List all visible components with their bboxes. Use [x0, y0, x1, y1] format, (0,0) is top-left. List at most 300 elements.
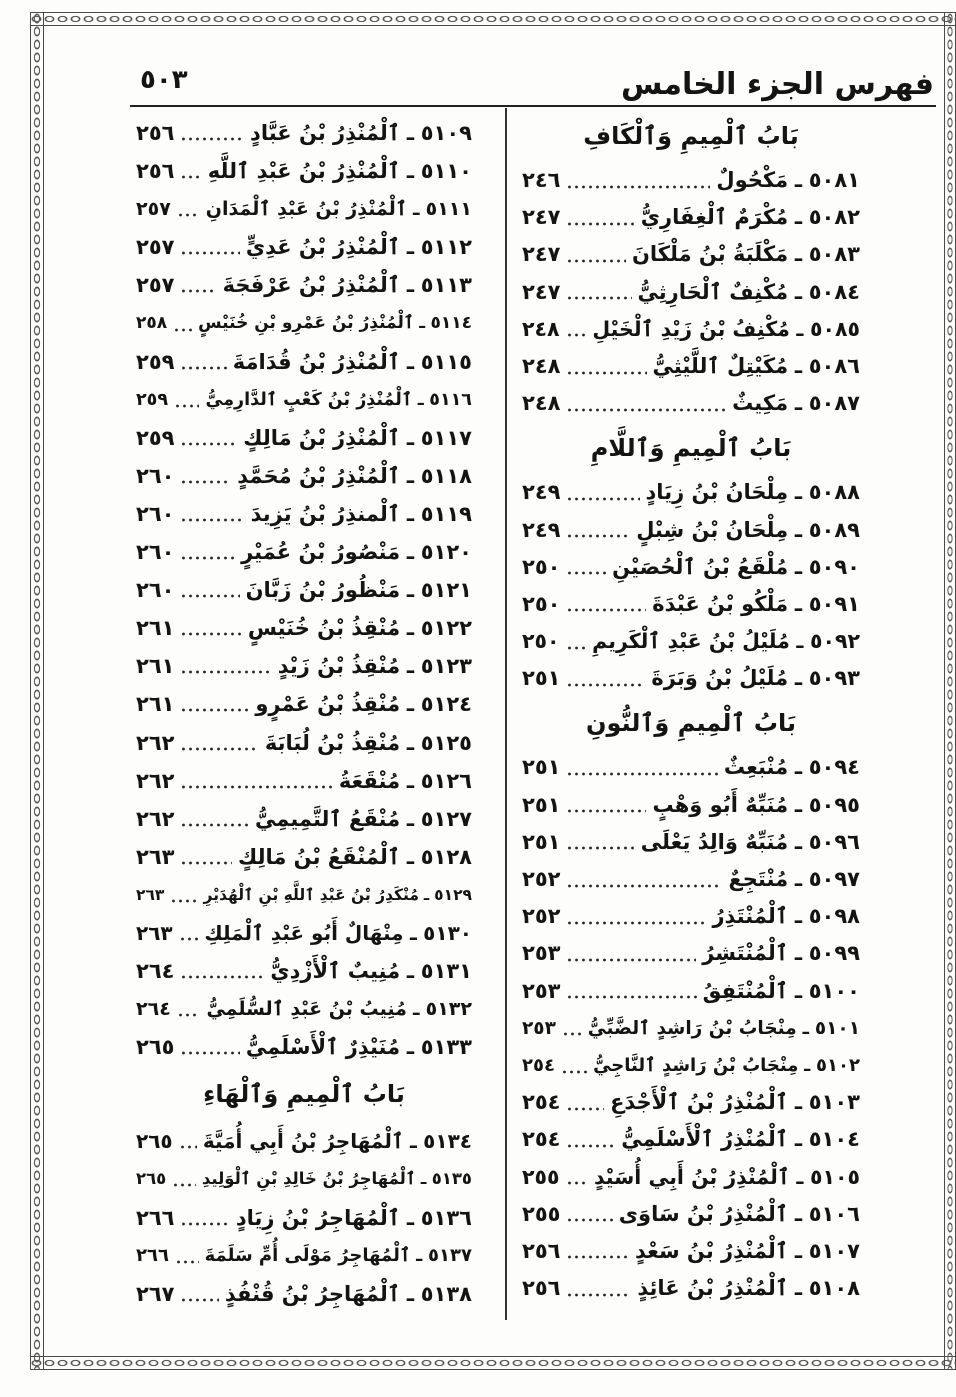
entry-page-reference: ٢٥٩ — [136, 425, 175, 450]
dot-leader — [566, 824, 634, 861]
entry-number: ٥١١٥ — [420, 349, 472, 374]
entry-label — [339, 762, 472, 800]
index-entry — [136, 609, 472, 647]
entry-number: ٥٠٨٤ — [808, 279, 860, 304]
entry-page-reference: ٢٤٨ — [522, 316, 560, 341]
dot-leader — [180, 114, 244, 152]
index-entry — [522, 1159, 860, 1196]
index-entry — [136, 457, 472, 495]
entry-number: ٥١٢٨ — [420, 844, 472, 869]
index-entry — [136, 571, 472, 609]
entry-separator: ـ — [802, 1017, 809, 1039]
entry-page-reference: ٢٥٣ — [522, 978, 561, 1003]
dot-leader — [180, 533, 235, 571]
entry-number: ٥٠٨٥ — [809, 316, 860, 341]
entry-name: ٱلْمُنْذِرُ بْنُ كَعْبٍ ٱلدَّارِمِيُّ — [205, 389, 413, 410]
entry-number: ٥٠٨٨ — [808, 480, 860, 505]
entry-separator: ـ — [406, 1205, 414, 1230]
entry-name: ٱلْمُهَاجِرُ مَوْلَى أُمِّ سَلَمَةَ — [204, 1244, 411, 1266]
entry-number: ٥٠٨٦ — [808, 353, 860, 378]
index-entry — [522, 861, 860, 898]
index-entry — [136, 304, 472, 342]
dot-leader — [175, 1237, 199, 1275]
index-entry — [522, 973, 860, 1010]
entry-number: ٥٠٩١ — [808, 591, 860, 616]
entry-name: مُنِيبٌ ٱلْأَزْدِيُّ — [270, 959, 401, 984]
entry-page-reference: ٢٤٦ — [522, 168, 561, 192]
entry-label — [255, 800, 472, 838]
entry-name: مُنَبِّهٌ وَالِدُ يَعْلَى — [640, 829, 789, 854]
entry-label — [592, 311, 860, 348]
entry-name: مُكْنِفُ بْنُ زَيْدِ ٱلْخَيْلِ — [592, 316, 790, 341]
header-rule — [130, 105, 936, 107]
entry-separator: ـ — [794, 591, 802, 616]
dot-leader — [180, 495, 244, 533]
entry-page-reference: ٢٤٩ — [522, 480, 561, 505]
index-entry — [522, 1270, 860, 1307]
entry-separator: ـ — [794, 792, 802, 817]
entry-separator: ـ — [794, 554, 802, 579]
entry-number: ٥٠٩٢ — [809, 629, 860, 654]
entry-page-reference: ٢٦٠ — [136, 501, 175, 526]
entry-label — [246, 571, 472, 609]
dot-leader — [174, 381, 199, 419]
ornamental-border-left — [30, 12, 44, 1370]
dot-leader — [566, 861, 722, 898]
entry-separator: ـ — [794, 279, 802, 304]
dot-leader — [566, 549, 606, 586]
entry-number: ٥٠٩٠ — [808, 554, 860, 579]
entry-page-reference: ٢٥٠ — [522, 591, 561, 616]
entry-page-reference: ٢٦٥ — [136, 1035, 175, 1060]
entry-separator: ـ — [794, 1238, 802, 1263]
entry-separator: ـ — [794, 867, 802, 891]
section-heading: بَابُ ٱلْمِيمِ وَٱلنُّونِ — [586, 709, 796, 738]
entry-page-reference: ٢٥٦ — [522, 1276, 561, 1301]
index-entry — [522, 660, 860, 697]
dot-leader — [562, 1010, 582, 1047]
entry-page-reference: ٢٤٨ — [522, 353, 561, 378]
index-entry — [522, 549, 860, 586]
entry-number: ٥٠٩٥ — [808, 792, 860, 817]
index-entry — [522, 199, 860, 236]
index-entry — [522, 274, 860, 311]
entry-page-reference: ٢٦٣ — [136, 920, 173, 945]
entry-number: ٥١١٨ — [420, 463, 472, 488]
entry-number: ٥١٢٢ — [420, 616, 472, 641]
entry-number: ٥٠٩٧ — [808, 867, 860, 891]
entry-separator: ـ — [406, 235, 414, 260]
entry-name: ٱلْمُنْذِرُ بْنُ عَبْدِ ٱلْمَدَانِ — [205, 198, 407, 221]
entry-separator: ـ — [406, 121, 414, 145]
entry-separator: ـ — [406, 806, 414, 831]
entry-page-reference: ٢٥٣ — [522, 1017, 556, 1039]
index-entry — [522, 749, 860, 786]
entry-label — [265, 724, 472, 762]
entry-page-reference: ٢٥١ — [522, 666, 561, 691]
entry-separator: ـ — [794, 1127, 802, 1152]
dot-leader — [566, 236, 626, 273]
entry-label — [204, 914, 472, 952]
entry-separator: ـ — [406, 159, 414, 184]
entry-separator: ـ — [794, 353, 802, 378]
entry-page-reference: ٢٥٤ — [522, 1090, 561, 1115]
entry-page-reference: ٢٥٠ — [522, 629, 560, 654]
index-entry — [522, 1196, 860, 1233]
entry-number: ٥٠٩٦ — [808, 829, 860, 854]
entry-separator: ـ — [794, 1090, 802, 1115]
dot-leader — [566, 162, 710, 199]
entry-label — [203, 1122, 472, 1160]
entry-label — [223, 266, 472, 304]
index-entry — [136, 952, 472, 990]
entry-name: مُنَيْذِرٌ ٱلْأَسْلَمِيُّ — [245, 1035, 401, 1060]
index-entry — [136, 419, 472, 457]
entry-separator: ـ — [794, 517, 802, 542]
entry-name: مُكْنِفٌ ٱلْحَارِثِيُّ — [637, 279, 789, 304]
entry-name: ٱلْمُنْذِرُ بْنُ سَعْدٍ — [634, 1238, 789, 1263]
entry-separator: ـ — [406, 463, 414, 488]
index-entry — [522, 824, 860, 861]
entry-separator: ـ — [794, 829, 802, 854]
entry-page-reference: ٢٥٧ — [136, 273, 175, 298]
entry-name: ٱلْمُنْذِرُ بْنُ عَدِيٍّ — [245, 235, 401, 260]
index-entry — [522, 474, 860, 511]
entry-number: ٥٠٩٩ — [808, 941, 860, 966]
dot-leader — [179, 914, 199, 952]
entry-label — [635, 1233, 860, 1270]
entry-label — [246, 1028, 472, 1066]
index-entry — [522, 236, 860, 273]
entry-separator: ـ — [419, 313, 426, 334]
entry-number: ٥١١٢ — [420, 235, 472, 260]
entry-label — [206, 990, 472, 1028]
dot-leader — [566, 1159, 588, 1196]
entry-name: ٱلْمُنْتَذِرُ — [712, 904, 789, 929]
entry-name: ٱلْمُنْذِرُ بْنُ عَبْدِ ٱللَّهِ — [207, 159, 401, 184]
entry-number: ٥١١٣ — [420, 273, 472, 298]
entry-page-reference: ٢٥٣ — [522, 941, 561, 966]
entry-page-reference: ٢٦٠ — [136, 578, 175, 603]
entry-name: مُنْقَعُ ٱلتَّمِيمِيُّ — [255, 806, 401, 831]
dot-leader — [566, 474, 639, 511]
entry-label — [652, 787, 860, 824]
index-entry — [136, 762, 472, 800]
dot-leader — [173, 304, 192, 342]
entry-page-reference: ٢٦٤ — [136, 959, 175, 984]
entry-number: ٥١٢١ — [420, 578, 472, 603]
entry-name: مُنْقِذُ بْنُ عَمْرٍو — [255, 692, 401, 717]
index-entry — [136, 343, 472, 381]
index-entry — [136, 495, 472, 533]
index-entry — [522, 898, 860, 935]
entry-name: ٱلْمُنْذِرُ بْنُ مَالِكٍ — [243, 425, 401, 450]
entry-separator: ـ — [406, 768, 414, 793]
entry-name: مَكِيثٌ — [732, 391, 789, 416]
entry-separator: ـ — [417, 389, 424, 410]
index-entry — [136, 381, 472, 419]
entry-separator: ـ — [794, 1201, 802, 1226]
index-entry — [136, 876, 472, 914]
entry-number: ٥١٠٧ — [808, 1238, 860, 1263]
entry-name: ٱلْمُنْذِرُ بْنُ قُدَامَةَ — [232, 349, 401, 374]
index-entry — [522, 787, 860, 824]
entry-separator: ـ — [409, 1129, 417, 1154]
dot-leader — [566, 274, 631, 311]
entry-separator: ـ — [796, 316, 804, 341]
entry-label — [204, 876, 472, 914]
dot-leader — [177, 990, 201, 1028]
entry-number: ٥٠٨٧ — [808, 391, 860, 416]
dot-leader — [566, 512, 630, 549]
index-entry — [136, 914, 472, 952]
ornamental-border-top — [30, 12, 956, 26]
entry-number: ٥٠٨١ — [808, 168, 860, 192]
entry-page-reference: ٢٦٥ — [136, 1129, 173, 1154]
entry-page-reference: ٢٦٢ — [136, 806, 175, 831]
entry-label — [636, 512, 860, 549]
dot-leader — [179, 1122, 197, 1160]
entry-number: ٥١٢٣ — [420, 654, 472, 679]
entry-number: ٥١٠٠ — [808, 978, 860, 1003]
index-entry — [136, 1199, 472, 1237]
entry-name: مِلْحَانُ بْنُ زِيَادٍ — [645, 480, 789, 505]
dot-leader — [180, 228, 239, 266]
entry-number: ٥١١٤ — [430, 313, 472, 334]
ornamental-border-bottom — [30, 1356, 956, 1370]
entry-separator: ـ — [406, 959, 414, 984]
entry-separator: ـ — [406, 616, 414, 641]
entry-label — [653, 348, 860, 385]
entry-label — [251, 495, 472, 533]
entry-label — [712, 898, 860, 935]
index-entry — [136, 152, 472, 190]
entry-number: ٥١٢٥ — [420, 730, 472, 755]
entry-separator: ـ — [794, 666, 802, 691]
index-column-left — [136, 114, 472, 1329]
entry-name: ٱلْمُهَاجِرُ بْنُ أَبِي أُمَيَّةَ — [202, 1129, 404, 1154]
entry-label — [198, 304, 472, 342]
entry-page-reference: ٢٥٧ — [136, 198, 171, 221]
entry-label — [724, 749, 860, 786]
entry-separator: ـ — [413, 198, 420, 221]
entry-label — [248, 609, 472, 647]
dot-leader — [170, 876, 197, 914]
entry-separator: ـ — [413, 998, 420, 1021]
entry-separator: ـ — [794, 168, 802, 192]
entry-page-reference: ٢٥٧ — [136, 235, 175, 260]
entry-separator: ـ — [794, 242, 802, 267]
entry-name: مُنْكَدِرُ بْنُ عَبْدِ ٱللَّهِ بْنِ ٱلْهُدَيْرِ — [203, 885, 419, 904]
entry-number: ٥١٠١ — [814, 1017, 860, 1039]
entry-name: ٱلْمُنْذِرُ بْنُ عَرْفَجَةَ — [222, 273, 401, 298]
entry-separator: ـ — [406, 501, 414, 526]
dot-leader — [180, 685, 249, 723]
index-entry — [522, 1047, 860, 1084]
index-entry — [522, 623, 860, 660]
dot-leader — [180, 724, 258, 762]
entry-name: مُنْبَعِثٌ — [723, 755, 789, 780]
entry-name: مُلَيْلُ بْنُ وَبَرَةَ — [651, 666, 789, 691]
entry-name: ٱلْمُنْتَشِرُ — [702, 941, 789, 966]
entry-separator: ـ — [406, 1281, 414, 1306]
entry-number: ٥١٢٠ — [420, 540, 472, 565]
entry-label — [278, 647, 472, 685]
dot-leader — [180, 571, 239, 609]
entry-separator: ـ — [794, 391, 802, 416]
entry-label — [588, 1010, 860, 1047]
index-entry — [136, 1275, 472, 1313]
entry-page-reference: ٢٥٤ — [522, 1054, 555, 1076]
entry-label — [237, 457, 472, 495]
entry-number: ٥١٠٣ — [808, 1090, 860, 1115]
entry-label — [641, 199, 860, 236]
index-entry — [136, 685, 472, 723]
entry-page-reference: ٢٦٢ — [136, 730, 175, 755]
entry-page-reference: ٢٦٧ — [136, 1281, 175, 1306]
entry-page-reference: ٢٦٥ — [136, 1169, 167, 1189]
index-entry — [136, 114, 472, 152]
entry-label — [255, 685, 472, 723]
entry-name: مَكْحُولٌ — [716, 168, 789, 192]
entry-label — [238, 838, 472, 876]
entry-name: مُنْقِذُ بْنُ لُبَابَةَ — [264, 730, 401, 755]
index-entry — [522, 1010, 860, 1047]
index-entry — [522, 586, 860, 623]
entry-number: ٥١٣٠ — [423, 920, 472, 945]
entry-name: ٱلْمُنْذِرُ بْنُ عَائِذٍ — [637, 1276, 789, 1301]
entry-label — [728, 861, 860, 898]
entry-page-reference: ٢٦١ — [136, 654, 175, 679]
entry-name: مَكْلَبَةُ بْنُ مَلْكَانَ — [631, 242, 789, 267]
entry-label — [593, 1047, 860, 1084]
dot-leader — [180, 800, 249, 838]
entry-page-reference: ٢٦٤ — [136, 998, 171, 1021]
entry-number: ٥٠٩٤ — [808, 755, 860, 780]
dot-leader — [566, 787, 646, 824]
index-entry — [136, 1028, 472, 1066]
index-entry — [136, 647, 472, 685]
entry-name: مُنِيبُ بْنُ عَبْدِ ٱلسُّلَمِيُّ — [206, 998, 407, 1021]
entry-separator: ـ — [406, 425, 414, 450]
entry-separator: ـ — [406, 349, 414, 374]
entry-page-reference: ٢٥٠ — [522, 554, 561, 579]
entry-name: مَنْصُورُ بْنُ عُمَيْرٍ — [241, 540, 401, 565]
index-title: فهرس الجزء الخامس — [621, 67, 934, 102]
entry-label — [619, 1196, 860, 1233]
entry-name: مُنَبِّهٌ أَبُو وَهْبٍ — [652, 792, 789, 817]
dot-leader — [180, 762, 332, 800]
entry-separator: ـ — [794, 755, 802, 780]
entry-page-reference: ٢٥٨ — [136, 313, 168, 334]
entry-label — [646, 474, 860, 511]
dot-leader — [180, 266, 216, 304]
dot-leader — [180, 647, 271, 685]
entry-separator: ـ — [794, 941, 802, 966]
entry-number: ٥٠٩٣ — [808, 666, 860, 691]
entry-label — [250, 114, 472, 152]
entry-page-reference: ٢٦٢ — [136, 768, 175, 793]
entry-number: ٥٠٩٨ — [808, 904, 860, 929]
entry-name: مُكَيْتِلٌ ٱللَّيْثِيُّ — [652, 353, 789, 378]
entry-number: ٥١٠٩ — [420, 121, 472, 145]
dot-leader — [177, 190, 200, 228]
index-entry — [136, 724, 472, 762]
entry-label — [632, 236, 860, 273]
entry-label — [651, 660, 860, 697]
entry-page-reference: ٢٦٠ — [136, 540, 175, 565]
dot-leader — [566, 623, 587, 660]
entry-name: ٱلْمُنْتَفِقُ — [702, 978, 789, 1003]
entry-page-reference: ٢٤٧ — [522, 205, 561, 230]
index-entry — [136, 838, 472, 876]
entry-name: ٱلْمنذِرُ بْنُ يَزِيدَ — [250, 501, 401, 526]
dot-leader — [180, 952, 264, 990]
dot-leader — [566, 749, 717, 786]
entry-name: مُكْرَمٌ ٱلْغِفَارِيُّ — [640, 205, 789, 230]
entry-page-reference: ٢٦٦ — [136, 1244, 169, 1266]
entry-name: ٱلْمُهَاجِرُ بْنُ زِيَادٍ — [235, 1205, 401, 1230]
entry-page-reference: ٢٦٣ — [136, 885, 165, 904]
entry-separator: ـ — [794, 205, 802, 230]
dot-leader — [180, 1199, 229, 1237]
dot-leader — [566, 199, 634, 236]
entry-name: ٱلْمُنْذِرُ بْنُ أَبِي أُسَيْدٍ — [593, 1164, 790, 1189]
entry-separator: ـ — [406, 540, 414, 565]
index-entry — [522, 935, 860, 972]
entry-name: ٱلْمُنْقَعُ بْنُ مَالِكٍ — [238, 844, 401, 869]
entry-label — [716, 162, 860, 199]
entry-label — [208, 152, 472, 190]
entry-number: ٥٠٨٣ — [808, 242, 860, 267]
dot-leader — [180, 1275, 218, 1313]
entry-label — [641, 824, 860, 861]
dot-leader — [566, 348, 646, 385]
dot-leader — [180, 419, 237, 457]
entry-page-reference: ٢٥٢ — [522, 904, 561, 929]
entry-separator: ـ — [406, 654, 414, 679]
entry-page-reference: ٢٥٤ — [522, 1127, 561, 1152]
section-heading: بَابُ ٱلْمِيمِ وَٱللَّامِ — [590, 434, 792, 463]
entry-separator: ـ — [406, 730, 414, 755]
entry-label — [732, 385, 860, 422]
index-entry — [136, 1237, 472, 1275]
entry-page-reference: ٢٥٦ — [136, 121, 175, 145]
entry-number: ٥١١٦ — [429, 389, 472, 410]
entry-separator: ـ — [409, 920, 417, 945]
entry-number: ٥١٣٨ — [420, 1281, 472, 1306]
entry-label — [637, 1270, 860, 1307]
entry-number: ٥١٠٨ — [808, 1276, 860, 1301]
index-entry — [136, 533, 472, 571]
dot-leader — [561, 1047, 587, 1084]
entry-page-reference: ٢٤٧ — [522, 242, 561, 267]
entry-label — [246, 228, 472, 266]
entry-number: ٥١١٠ — [420, 159, 472, 184]
entry-number: ٥٠٨٢ — [808, 205, 860, 230]
entry-label — [206, 190, 472, 228]
entry-number: ٥٠٨٩ — [808, 517, 860, 542]
dot-leader — [566, 1270, 631, 1307]
entry-separator: ـ — [406, 273, 414, 298]
entry-number: ٥١٢٦ — [420, 768, 472, 793]
entry-number: ٥١٠٤ — [808, 1127, 860, 1152]
entry-separator: ـ — [794, 1276, 802, 1301]
entry-page-reference: ٢٤٨ — [522, 391, 561, 416]
index-entry — [136, 990, 472, 1028]
dot-leader — [566, 1233, 629, 1270]
entry-separator: ـ — [406, 1035, 414, 1060]
